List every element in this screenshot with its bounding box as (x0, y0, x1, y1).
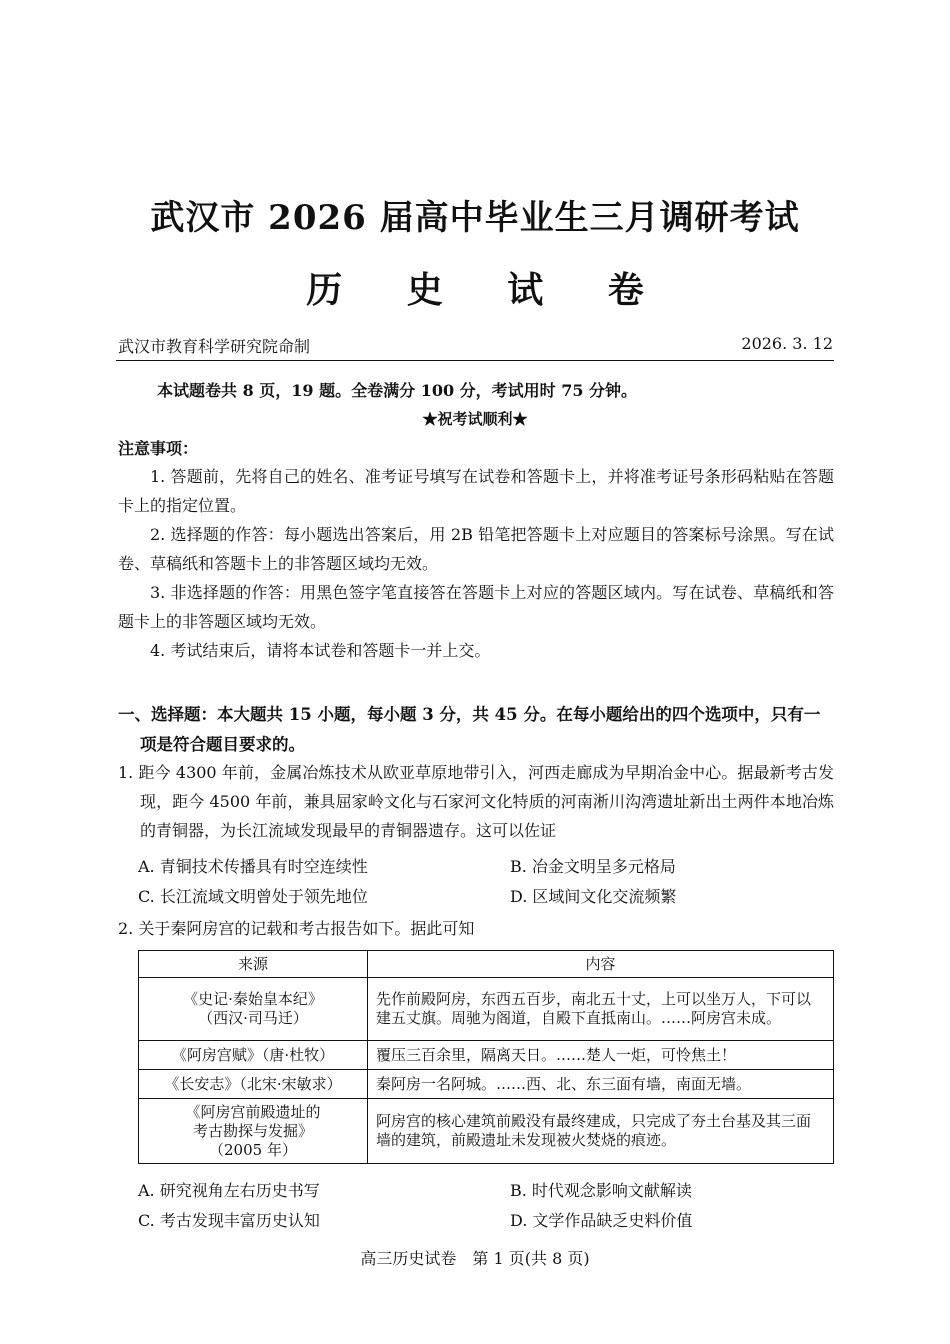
table-cell-content: 覆压三百余里，隔离天日。……楚人一炬，可怜焦土！ (368, 1041, 834, 1070)
subject-title: 历 史 试 卷 (306, 269, 670, 311)
header-divider (116, 360, 834, 361)
exam-date: 2026. 3. 12 (741, 334, 833, 353)
table-cell-source: 《阿房宫赋》（唐·杜牧） (139, 1041, 368, 1070)
table-header-row (139, 951, 834, 978)
question-1-option-c: C. 长江流域文明曾处于领先地位 (138, 887, 368, 906)
notice-item-1: 1. 答题前，先将自己的姓名、准考证号填写在试卷和答题卡上，并将准考证号条形码粘贴在答题卡上的指定位置。 (118, 467, 834, 515)
page-footer: 高三历史试卷 第 1 页(共 8 页) (360, 1249, 590, 1268)
question-1-option-b: B. 冶金文明呈多元格局 (510, 857, 676, 876)
question-1-option-a: A. 青铜技术传播具有时空连续性 (138, 857, 368, 876)
table-row (139, 978, 834, 1041)
good-luck-banner: ★祝考试顺利★ (422, 410, 528, 428)
table-cell-source: 《阿房宫前殿遗址的 考古勘探与发掘》 （2005 年） (139, 1099, 368, 1164)
table-cell-content: 阿房宫的核心建筑前殿没有最终建成，只完成了夯土台基及其三面墙的建筑，前殿遗址未发现被火焚烧的痕迹。 (368, 1099, 834, 1164)
notice-item-4: 4. 考试结束后，请将本试卷和答题卡一并上交。 (150, 641, 491, 660)
question-2-option-d: D. 文学作品缺乏史料价值 (510, 1211, 693, 1230)
notice-item-3: 3. 非选择题的作答：用黑色签字笔直接答在答题卡上对应的答题区域内。写在试卷、草稿纸和答题卡上的非答题区域均无效。 (118, 583, 834, 631)
question-2-stem: 2. 关于秦阿房宫的记载和考古报告如下。据此可知 (118, 919, 475, 938)
table-cell-content: 先作前殿阿房，东西五百步，南北五十丈，上可以坐万人，下可以建五丈旗。周驰为阁道，自殿下直抵南山。……阿房宫未成。 (368, 978, 834, 1041)
table-cell-source: 《长安志》（北宋·宋敏求） (139, 1070, 368, 1099)
question-2-option-a: A. 研究视角左右历史书写 (138, 1181, 320, 1200)
table-cell-source: 《史记·秦始皇本纪》 （西汉·司马迁） (139, 978, 368, 1041)
table-header-source: 来源 (139, 951, 368, 978)
section-heading: 一、选择题：本大题共 15 小题，每小题 3 分，共 45 分。在每小题给出的四个选项中，只有一项是符合题目要求的。 (118, 705, 821, 754)
exam-summary: 本试题卷共 8 页，19 题。全卷满分 100 分，考试用时 75 分钟。 (157, 381, 638, 400)
table-row (139, 1099, 834, 1164)
table-header-content: 内容 (368, 951, 834, 978)
question-2-option-b: B. 时代观念影响文献解读 (510, 1181, 692, 1200)
table-cell-content: 秦阿房一名阿城。……西、北、东三面有墙，南面无墙。 (368, 1070, 834, 1099)
question-1-stem: 1. 距今 4300 年前，金属冶炼技术从欧亚草原地带引入，河西走廊成为早期冶金中心。据最新考古发现，距今 4500 年前，兼具屈家岭文化与石家河文化特质的河南淅川沟湾遗址新出土两件本地冶炼的青铜器，为长江流域发现最早的青铜器遗存。这可以佐证 (118, 763, 834, 840)
question-1-option-d: D. 区域间文化交流频繁 (510, 887, 677, 906)
exam-title: 武汉市 2026 届高中毕业生三月调研考试 (150, 198, 800, 238)
source-table (138, 950, 834, 1164)
question-2-option-c: C. 考古发现丰富历史认知 (138, 1211, 320, 1230)
issuer: 武汉市教育科学研究院命制 (118, 337, 311, 356)
notice-heading: 注意事项： (118, 439, 199, 458)
table-row (139, 1070, 834, 1099)
table-row (139, 1041, 834, 1070)
notice-item-2: 2. 选择题的作答：每小题选出答案后，用 2B 铅笔把答题卡上对应题目的答案标号涂黑。写在试卷、草稿纸和答题卡上的非答题区域均无效。 (118, 525, 834, 573)
